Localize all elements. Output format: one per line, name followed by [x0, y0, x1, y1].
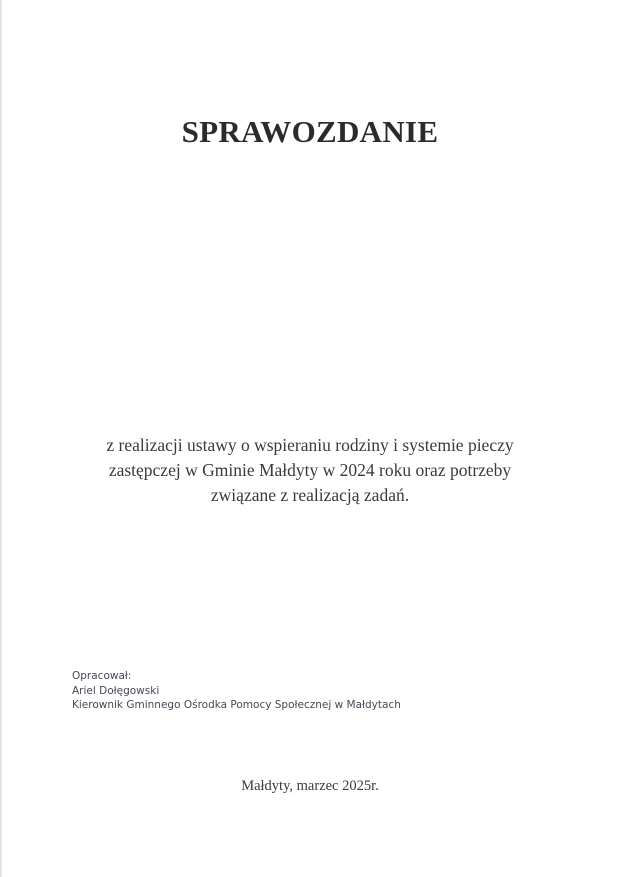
author-block [72, 669, 401, 713]
document-subtitle: z realizacji ustawy o wspieraniu rodziny i systemie pieczy zastępczej w Gminie Małdyty w 2024 roku oraz potrzeby związane z realizacją zadań. [106, 435, 514, 505]
document-title: SPRAWOZDANIE [181, 114, 439, 149]
author-position: Kierownik Gminnego Ośrodka Pomocy Społecznej w Małdytach [72, 699, 401, 711]
author-label: Opracował: [72, 670, 132, 682]
place-and-date: Małdyty, marzec 2025r. [241, 778, 379, 794]
author-name: Ariel Dołęgowski [72, 684, 160, 697]
